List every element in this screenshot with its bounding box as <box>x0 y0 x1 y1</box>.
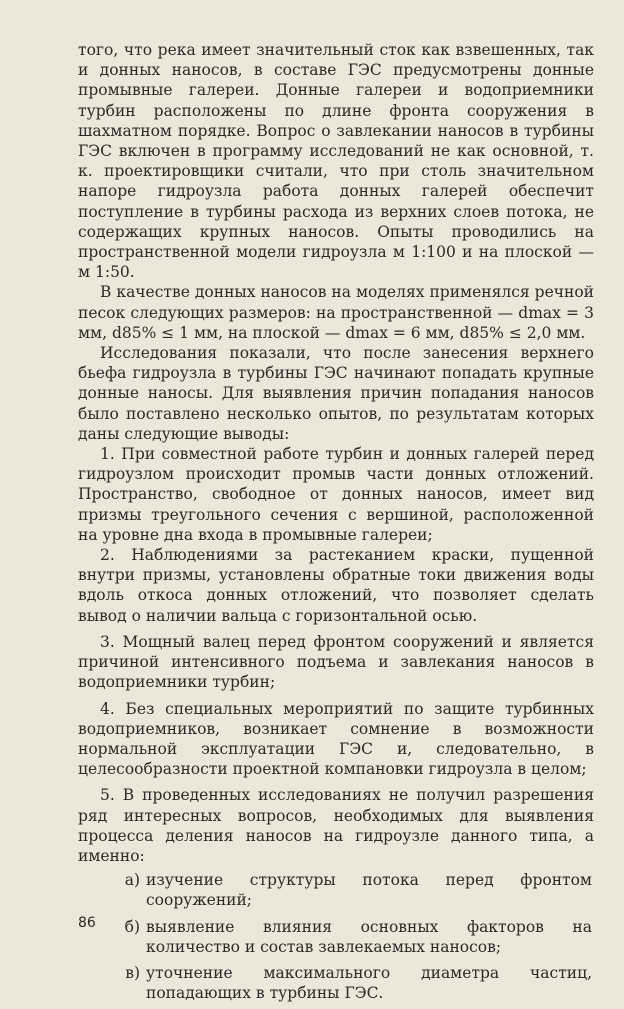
page-body <box>78 40 594 1009</box>
paragraph-1: того, что река имеет значительный сток как взвешенных, так и донных наносов, в составе ГЭС предусмотрены донные промывные галереи. Донные галереи и водоприемники турбин расположены по длине фронта сооружения в шахматном порядке. Вопрос о завлекании наносов в турбины ГЭС включен в программу исследований не как основной, т. к. проектировщики считали, что при столь значительном напоре гидроузла работа донных галерей обеспечит поступление в турбины расхода из верхних слоев потока, не содержащих крупных наносов. Опыты проводились на пространственной модели гидроузла м 1:100 и на плоской — м 1:50. <box>78 41 594 282</box>
conclusion-5: 5. В проведенных исследованиях не получил разрешения ряд интересных вопросов, необходимых для выявления процесса деления наносов на гидроузле данного типа, а именно: <box>78 786 594 865</box>
list-marker: б) <box>124 917 140 936</box>
conclusion-1: 1. При совместной работе турбин и донных галерей перед гидроузлом происходит промыв части донных отложений. Пространство, свободное от донных наносов, имеет вид призмы треугольного сечения с вершиной, расположенной на уровне дна входа в промывные галереи; <box>78 445 594 544</box>
question-list <box>78 870 594 1003</box>
conclusion-3: 3. Мощный валец перед фронтом сооружений и является причиной интенсивного подъема и завлекания наносов в водоприемники турбин; <box>78 632 594 692</box>
list-text: изучение структуры потока перед фронтом сооружений; <box>146 871 592 910</box>
page-number: 86 <box>78 915 96 931</box>
conclusion-4: 4. Без специальных мероприятий по защите турбинных водоприемников, возникает сомнение в возможности нормальной эксплуатации ГЭС и, следовательно, в целесообразности проектной компановки гидроузла в целом; <box>78 699 594 779</box>
list-item <box>78 870 594 910</box>
list-item <box>78 917 594 957</box>
conclusion-2: 2. Наблюдениями за растеканием краски, пущенной внутри призмы, установлены обратные токи движения воды вдоль откоса донных отложений, что позволяет сделать вывод о наличии вальца с горизонтальной осью. <box>78 546 594 625</box>
paragraph-2: В качестве донных наносов на моделях применялся речной песок следующих размеров: на пространственной — dmax = 3 мм, d85% ≤ 1 мм, на плоской — dmax = 6 мм, d85% ≤ 2,0 мм. <box>78 283 594 342</box>
list-marker: а) <box>124 871 140 890</box>
paragraph-3: Исследования показали, что после занесения верхнего бьефа гидроузла в турбины ГЭС начинают попадать крупные донные наносы. Для выявления причин попадания наносов было поставлено несколько опытов, по результатам которых даны следующие выводы: <box>78 344 594 443</box>
list-marker: в) <box>125 963 140 982</box>
list-item <box>78 963 594 1003</box>
list-text: выявление влияния основных факторов на количество и состав завлекаемых наносов; <box>146 917 592 956</box>
list-text: уточнение максимального диаметра частиц, попадающих в турбины ГЭС. <box>146 963 592 1003</box>
